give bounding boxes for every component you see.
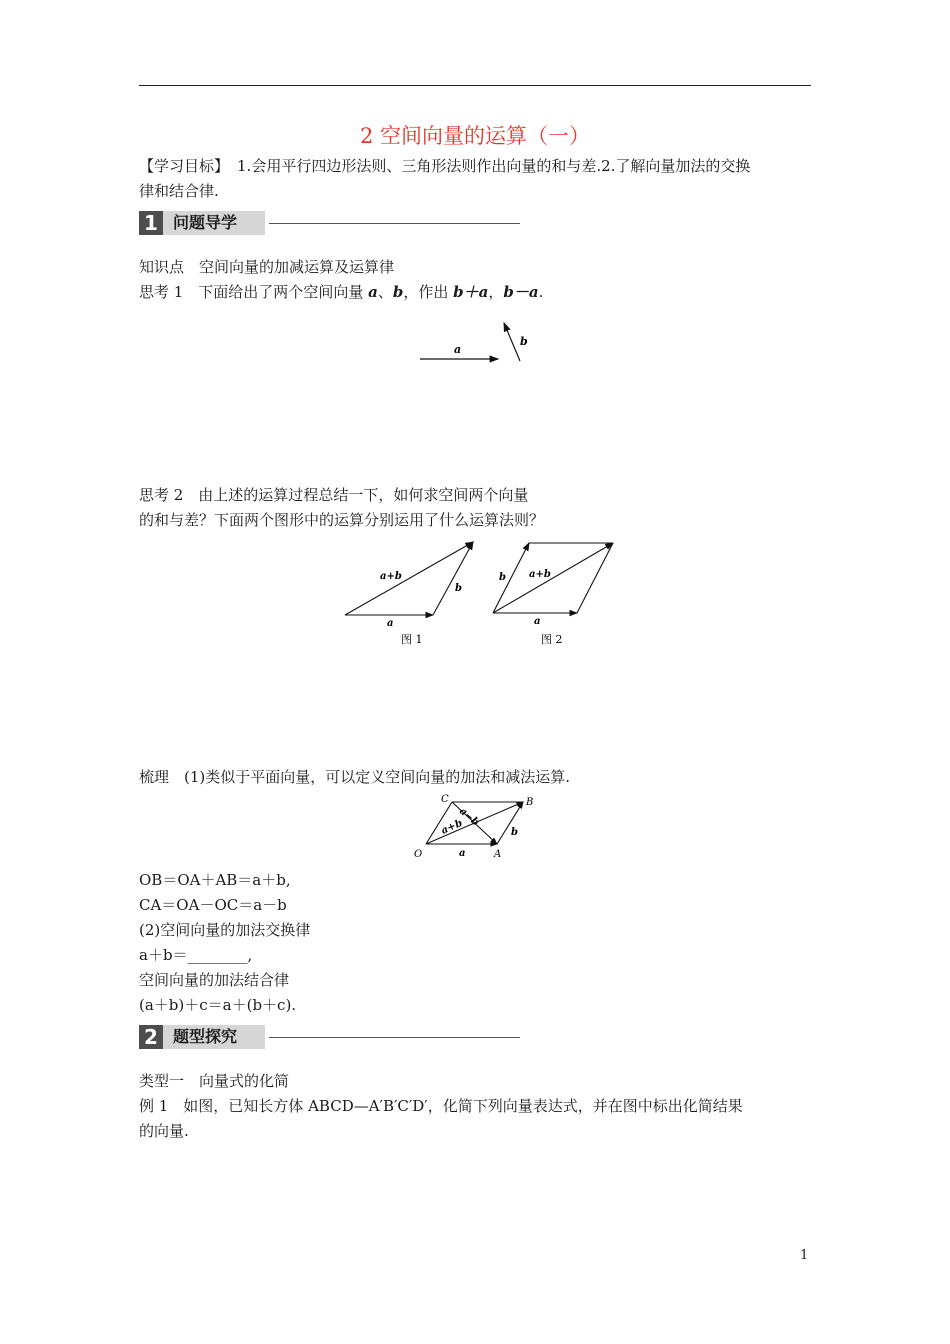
vector-b-arrow <box>504 323 520 361</box>
section-label: 问题导学 <box>163 211 265 235</box>
figure-1-triangle <box>335 535 485 650</box>
example1-line1: 例 1 如图，已知长方体 ABCD—A′B′C′D′，化简下列向量表达式，并在图中标出化简结果 <box>139 1097 743 1115</box>
formula-6: (a＋b)＋c＝a＋(b＋c). <box>139 996 297 1014</box>
section-line <box>269 223 520 224</box>
vector-b-label: b <box>520 335 528 348</box>
type1-heading: 类型一 向量式的化简 <box>139 1072 290 1090</box>
fig1-b-label: b <box>455 583 462 594</box>
section-label: 题型探究 <box>163 1025 265 1049</box>
fig1-a-label: a <box>387 618 394 629</box>
section-line <box>269 1037 520 1038</box>
fig2-b-label: b <box>499 572 506 583</box>
knowledge-heading: 知识点 空间向量的加减运算及运算律 <box>139 258 395 276</box>
fig3-b-label: b <box>511 827 518 838</box>
page-title: 2 空间向量的运算（一） <box>359 124 591 148</box>
think2-line1: 思考 2 由上述的运算过程总结一下，如何求空间两个向量 <box>139 486 529 504</box>
formula-3: (2)空间向量的加法交换律 <box>139 921 311 939</box>
formula-1: OB＝OA＋AB＝a＋b, <box>139 871 291 889</box>
fig2-a-label: a <box>534 616 541 627</box>
fig1-sum-label: a+b <box>380 571 402 582</box>
objectives-label: 【学习目标】 <box>139 157 230 175</box>
header-rule <box>139 85 811 86</box>
summary-line1: 梳理 (1)类似于平面向量，可以定义空间向量的加法和减法运算. <box>139 768 571 786</box>
section-number: 2 <box>139 1025 163 1049</box>
fig2-sum-label: a+b <box>529 569 551 580</box>
example1-line2: 的向量. <box>139 1122 189 1140</box>
fig3-label-a-point: A <box>494 849 502 860</box>
fig1-vector-sum <box>345 542 473 615</box>
objectives-line2: 律和结合律. <box>139 182 219 200</box>
section-number: 1 <box>139 211 163 235</box>
fig3-label-b-point: B <box>526 797 534 808</box>
think1-text: 思考 1 下面给出了两个空间向量 a、b，作出 b＋a，b－a. <box>139 283 544 301</box>
fig2-caption: 图 2 <box>541 633 563 646</box>
formula-4: a＋b＝________, <box>139 946 253 964</box>
vector-a-label: a <box>454 343 462 356</box>
figure-vectors-a-b <box>410 315 540 375</box>
figure-2-parallelogram <box>485 535 625 650</box>
fig1-caption: 图 1 <box>401 633 423 646</box>
figure-3-parallelogram <box>405 790 550 865</box>
objectives-line1: 【学习目标】 1.会用平行四边形法则、三角形法则作出向量的和与差.2.了解向量加法的交换 <box>139 157 751 175</box>
fig3-label-o: O <box>414 849 423 860</box>
fig3-a-label: a <box>459 848 466 859</box>
formula-5: 空间向量的加法结合律 <box>139 971 290 989</box>
page-number: 1 <box>800 1248 809 1263</box>
formula-2: CA＝OA－OC＝a－b <box>139 896 287 914</box>
fig3-sum-label: a+b <box>439 817 465 837</box>
fig3-label-c: C <box>441 794 449 805</box>
think2-line2: 的和与差？下面两个图形中的运算分别运用了什么运算法则？ <box>139 511 545 529</box>
fig3-diff-label: a−b <box>457 805 481 829</box>
fig3-vector-ab <box>497 802 523 844</box>
